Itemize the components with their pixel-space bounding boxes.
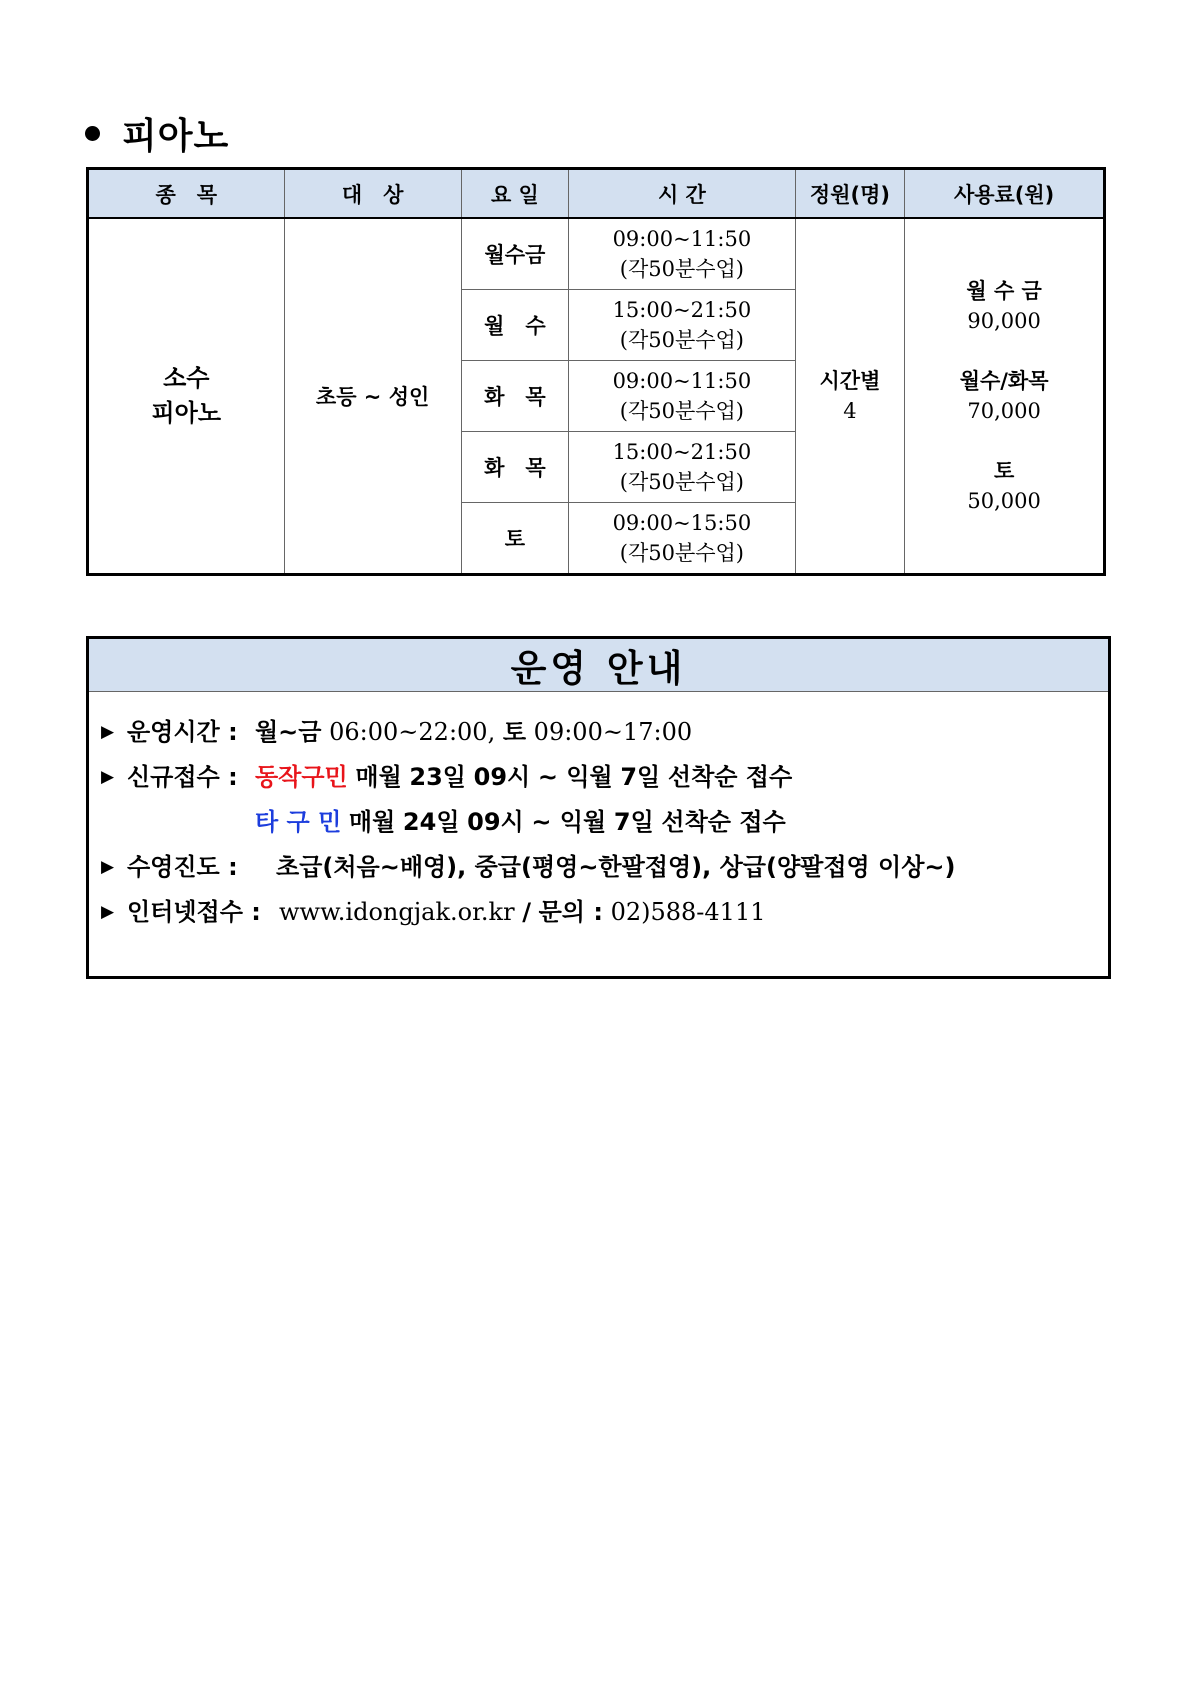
header-fee: 사용료(원) [905,169,1105,219]
online-line [89,890,1108,935]
triangle-bullet-icon: ▶ [101,722,115,742]
header-program: 종 목 [88,169,285,219]
time-range: 15:00~21:50 [612,440,752,464]
online-label: 인터넷접수 : [127,898,261,926]
time-cell [569,503,796,575]
operation-guide-box [86,636,1111,979]
table-header-row [88,169,1105,219]
fee-label: 토 [993,459,1015,483]
hours-label: 운영시간 : [127,718,238,746]
program-cell [88,218,285,575]
table-row [88,218,1105,290]
registration-line [89,755,1108,800]
capacity-cell [795,218,905,575]
nonresident-label: 타 구 민 [255,808,342,836]
days-cell: 월수금 [461,218,568,290]
triangle-bullet-icon: ▶ [101,902,115,922]
days-cell: 토 [461,503,568,575]
resident-label: 동작구민 [255,763,348,791]
section-heading [85,108,229,158]
fee-cell [905,218,1105,575]
levels-label: 수영진도 : [127,853,238,881]
time-range: 09:00~15:50 [612,511,752,535]
days-cell: 월 수 [461,290,568,361]
time-note: (각50분수업) [619,328,745,352]
time-note: (각50분수업) [619,257,745,281]
registration-url[interactable]: www.idongjak.or.kr [279,898,515,926]
section-title: 피아노 [122,115,230,157]
header-target: 대 상 [284,169,461,219]
target-cell: 초등 ~ 성인 [284,218,461,575]
registration-line [89,800,1108,845]
time-range: 09:00~11:50 [612,369,752,393]
fee-value: 70,000 [967,399,1041,423]
guide-title: 운영 안내 [89,639,1108,692]
triangle-bullet-icon: ▶ [101,767,115,787]
program-line: 소수 [163,364,210,392]
hours-line [89,710,1108,755]
header-days: 요 일 [461,169,568,219]
fee-value: 50,000 [967,489,1041,513]
online-value: www.idongjak.or.kr / 문의 : 02)588-4111 [279,898,766,926]
time-note: (각50분수업) [619,541,745,565]
header-capacity: 정원(명) [795,169,905,219]
phone-number: 02)588-4111 [610,898,766,926]
registration-label: 신규접수 : [127,763,238,791]
bullet-icon [85,126,100,141]
fee-label: 월 수 금 [966,279,1042,303]
time-cell [569,290,796,361]
capacity-value: 4 [843,399,857,423]
fee-label: 월수/화목 [959,369,1049,393]
triangle-bullet-icon: ▶ [101,857,115,877]
program-line: 피아노 [151,399,222,427]
time-cell [569,218,796,290]
time-note: (각50분수업) [619,470,745,494]
registration-resident: 동작구민 매월 23일 09시 ~ 익월 7일 선착순 접수 [255,763,793,791]
time-range: 09:00~11:50 [612,227,752,251]
registration-nonresident: 타 구 민 매월 24일 09시 ~ 익월 7일 선착순 접수 [255,808,786,836]
time-range: 15:00~21:50 [612,298,752,322]
time-cell [569,432,796,503]
fee-value: 90,000 [967,309,1041,333]
header-time: 시 간 [569,169,796,219]
levels-line [89,845,1108,890]
levels-value: 초급(처음~배영), 중급(평영~한팔접영), 상급(양팔접영 이상~) [276,853,956,881]
time-note: (각50분수업) [619,399,745,423]
hours-value: 월~금 06:00~22:00, 토 09:00~17:00 [255,718,693,746]
capacity-label: 시간별 [819,369,881,393]
time-cell [569,361,796,432]
guide-body [89,692,1108,935]
days-cell: 화 목 [461,361,568,432]
piano-schedule-table [86,167,1106,576]
days-cell: 화 목 [461,432,568,503]
